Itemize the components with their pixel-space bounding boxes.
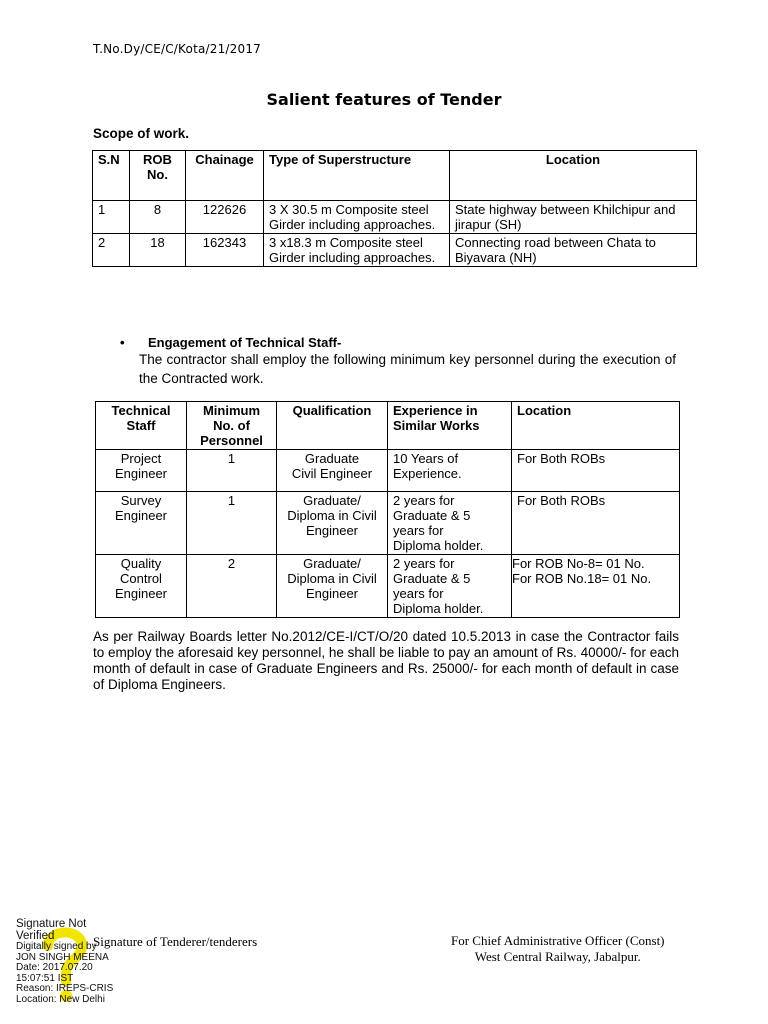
col-min-personnel: Minimum No. of Personnel <box>187 402 277 450</box>
col-chainage: Chainage <box>186 151 264 201</box>
officer-line-2: West Central Railway, Jabalpur. <box>474 949 641 964</box>
staff-header-row <box>96 402 680 450</box>
col-experience: Experience in Similar Works <box>388 402 512 450</box>
engagement-heading-text: Engagement of Technical Staff- <box>148 335 342 350</box>
cell-min: 1 <box>187 450 277 492</box>
signature-line: 15:07:51 IST <box>16 972 74 984</box>
col-sn: S.N <box>93 151 130 201</box>
col-rob: ROB No. <box>130 151 186 201</box>
engagement-heading <box>120 335 341 350</box>
cell-staff: Quality Control Engineer <box>96 555 187 618</box>
cell-location: Connecting road between Chata to Biyavara (NH) <box>450 234 697 267</box>
table-row <box>96 450 680 492</box>
engagement-paragraph: The contractor shall employ the following minimum key personnel during the execution of the Contracted work. <box>139 352 676 386</box>
cell-type: 3 X 30.5 m Composite steel Girder including approaches. <box>264 201 450 234</box>
cell-exp: 2 years for Graduate & 5 years for Diploma holder. <box>388 492 512 555</box>
staff-table <box>95 401 680 618</box>
cell-staff: Survey Engineer <box>96 492 187 555</box>
cell-qual: Graduate Civil Engineer <box>277 450 388 492</box>
table-row <box>93 234 697 267</box>
cell-rob: 18 <box>130 234 186 267</box>
scope-table <box>92 150 697 267</box>
cell-type: 3 x18.3 m Composite steel Girder including approaches. <box>264 234 450 267</box>
col-qualification: Qualification <box>277 402 388 450</box>
document-title: Salient features of Tender <box>266 90 502 109</box>
table-row <box>93 201 697 234</box>
col-superstructure: Type of Superstructure <box>264 151 450 201</box>
cell-sn: 2 <box>93 234 130 267</box>
cell-loc <box>512 492 680 555</box>
cell-loc <box>512 450 680 492</box>
table-row <box>96 555 680 618</box>
officer-signature-block <box>451 933 665 965</box>
loc-line: For Both ROBs <box>517 451 606 466</box>
signature-status: Signature Not Verified <box>16 918 87 942</box>
col-technical-staff: Technical Staff <box>96 402 187 450</box>
scope-heading: Scope of work. <box>93 126 190 141</box>
signature-line: Digitally signed by <box>16 941 97 952</box>
loc-line: For Both ROBs <box>517 493 606 508</box>
signature-line: JON SINGH MEENA <box>16 951 109 963</box>
cell-chainage: 122626 <box>186 201 264 234</box>
loc-line: For ROB No-8= 01 No. <box>512 556 645 571</box>
officer-line-1: For Chief Administrative Officer (Const) <box>451 933 665 948</box>
cell-loc <box>512 555 680 618</box>
cell-chainage: 162343 <box>186 234 264 267</box>
bullet: • <box>120 335 125 350</box>
cell-sn: 1 <box>93 201 130 234</box>
cell-rob: 8 <box>130 201 186 234</box>
cell-qual: Graduate/ Diploma in Civil Engineer <box>277 492 388 555</box>
cell-location: State highway between Khilchipur and jirapur (SH) <box>450 201 697 234</box>
loc-line: For ROB No.18= 01 No. <box>512 571 652 586</box>
col-location: Location <box>450 151 697 201</box>
penalty-paragraph: As per Railway Boards letter No.2012/CE-I/CT/O/20 dated 10.5.2013 in case the Contractor fails to employ the aforesaid key personnel, he shall be liable to pay an amount of Rs. 40000/- for each month of default in case of Graduate Engineers and Rs. 25000/- for each month of default in case of Diploma Engineers. <box>93 629 679 692</box>
cell-min: 1 <box>187 492 277 555</box>
signature-line: Location: New Delhi <box>16 993 105 1005</box>
cell-qual: Graduate/ Diploma in Civil Engineer <box>277 555 388 618</box>
tender-number: T.No.Dy/CE/C/Kota/21/2017 <box>93 42 262 56</box>
col-staff-location: Location <box>512 402 680 450</box>
signature-line: Reason: IREPS-CRIS <box>16 983 114 994</box>
signature-line: Date: 2017.07.20 <box>16 962 93 973</box>
cell-staff: Project Engineer <box>96 450 187 492</box>
tenderer-signature-label: Signature of Tenderer/tenderers <box>93 934 258 949</box>
cell-exp: 10 Years of Experience. <box>388 450 512 492</box>
table-row <box>96 492 680 555</box>
cell-min: 2 <box>187 555 277 618</box>
cell-exp: 2 years for Graduate & 5 years for Diploma holder. <box>388 555 512 618</box>
scope-header-row <box>93 151 697 201</box>
digital-signature-block <box>16 918 113 1005</box>
